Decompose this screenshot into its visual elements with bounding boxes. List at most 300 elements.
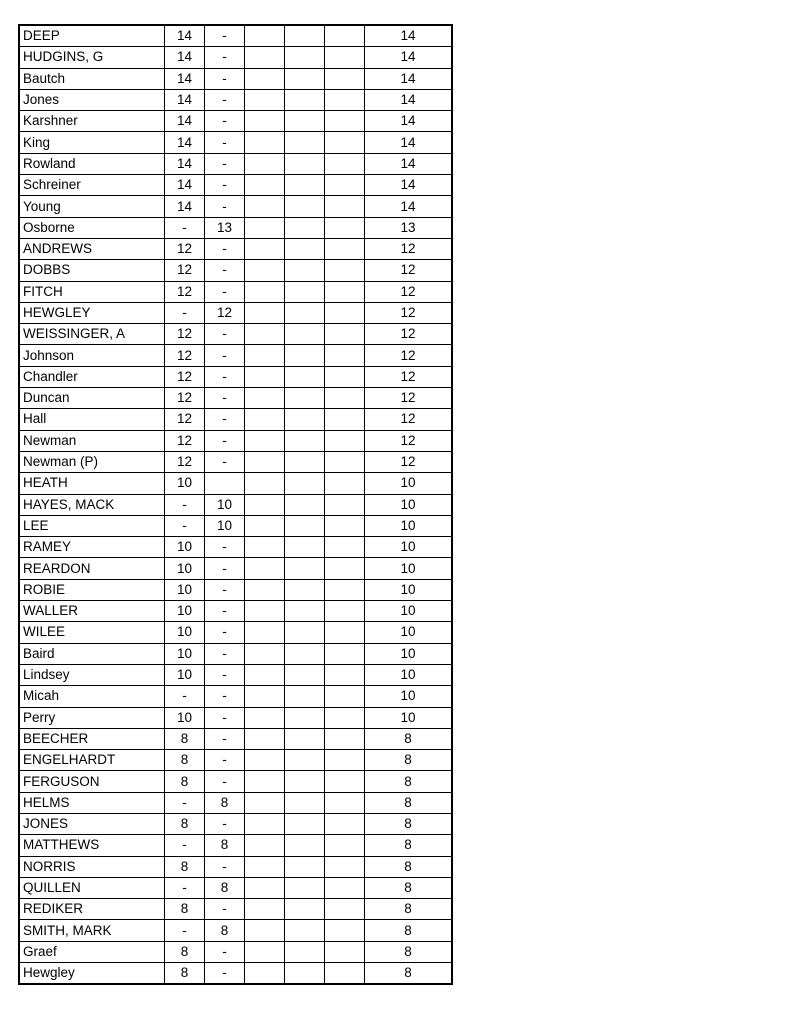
- score-cell-2: -: [205, 622, 245, 643]
- score-cell-5: [325, 664, 365, 685]
- total-cell: 10: [365, 686, 453, 707]
- table-row: [19, 281, 452, 302]
- score-cell-3: [245, 473, 285, 494]
- player-name-cell: BEECHER: [19, 728, 165, 749]
- score-cell-2: -: [205, 25, 245, 47]
- score-cell-4: [285, 643, 325, 664]
- score-cell-2: -: [205, 388, 245, 409]
- total-cell: 14: [365, 25, 453, 47]
- score-cell-5: [325, 260, 365, 281]
- score-cell-3: [245, 281, 285, 302]
- score-cell-4: [285, 366, 325, 387]
- score-cell-2: -: [205, 175, 245, 196]
- score-cell-3: [245, 920, 285, 941]
- score-cell-5: [325, 281, 365, 302]
- table-row: [19, 302, 452, 323]
- score-cell-3: [245, 579, 285, 600]
- score-cell-3: [245, 664, 285, 685]
- player-name-cell: Jones: [19, 89, 165, 110]
- score-cell-2: -: [205, 707, 245, 728]
- score-cell-2: 10: [205, 494, 245, 515]
- score-cell-3: [245, 324, 285, 345]
- score-cell-3: [245, 409, 285, 430]
- score-cell-3: [245, 238, 285, 259]
- total-cell: 10: [365, 579, 453, 600]
- score-cell-4: [285, 153, 325, 174]
- total-cell: 8: [365, 856, 453, 877]
- table-row: [19, 515, 452, 536]
- score-cell-5: [325, 409, 365, 430]
- total-cell: 12: [365, 388, 453, 409]
- score-cell-4: [285, 707, 325, 728]
- score-cell-2: -: [205, 963, 245, 985]
- score-cell-4: [285, 47, 325, 68]
- score-cell-3: [245, 856, 285, 877]
- score-cell-2: -: [205, 345, 245, 366]
- score-cell-5: [325, 601, 365, 622]
- table-row: [19, 664, 452, 685]
- total-cell: 8: [365, 877, 453, 898]
- player-name-cell: REDIKER: [19, 899, 165, 920]
- score-cell-2: [205, 473, 245, 494]
- table-row: [19, 47, 452, 68]
- table-row: [19, 835, 452, 856]
- score-cell-4: [285, 473, 325, 494]
- total-cell: 12: [365, 238, 453, 259]
- score-cell-2: -: [205, 238, 245, 259]
- score-cell-3: [245, 68, 285, 89]
- standings-table: [18, 24, 453, 985]
- score-cell-4: [285, 771, 325, 792]
- total-cell: 14: [365, 47, 453, 68]
- score-cell-1: 12: [165, 281, 205, 302]
- player-name-cell: HAYES, MACK: [19, 494, 165, 515]
- score-cell-2: -: [205, 451, 245, 472]
- table-row: [19, 153, 452, 174]
- score-cell-2: -: [205, 813, 245, 834]
- table-row: [19, 388, 452, 409]
- table-row: [19, 579, 452, 600]
- table-row: [19, 792, 452, 813]
- score-cell-5: [325, 622, 365, 643]
- total-cell: 10: [365, 558, 453, 579]
- score-cell-4: [285, 388, 325, 409]
- table-row: [19, 324, 452, 345]
- player-name-cell: Chandler: [19, 366, 165, 387]
- score-cell-3: [245, 877, 285, 898]
- score-cell-4: [285, 622, 325, 643]
- player-name-cell: Perry: [19, 707, 165, 728]
- score-cell-3: [245, 515, 285, 536]
- score-cell-3: [245, 899, 285, 920]
- score-cell-2: 8: [205, 835, 245, 856]
- total-cell: 10: [365, 664, 453, 685]
- player-name-cell: Graef: [19, 941, 165, 962]
- score-cell-2: -: [205, 430, 245, 451]
- player-name-cell: WILEE: [19, 622, 165, 643]
- score-cell-2: -: [205, 68, 245, 89]
- player-name-cell: FERGUSON: [19, 771, 165, 792]
- score-cell-5: [325, 494, 365, 515]
- score-cell-4: [285, 664, 325, 685]
- player-name-cell: ROBIE: [19, 579, 165, 600]
- score-cell-1: 10: [165, 537, 205, 558]
- score-cell-3: [245, 388, 285, 409]
- score-cell-5: [325, 25, 365, 47]
- score-cell-5: [325, 750, 365, 771]
- total-cell: 8: [365, 941, 453, 962]
- total-cell: 8: [365, 835, 453, 856]
- score-cell-4: [285, 324, 325, 345]
- total-cell: 12: [365, 430, 453, 451]
- score-cell-4: [285, 686, 325, 707]
- score-cell-1: 10: [165, 643, 205, 664]
- score-cell-1: 12: [165, 324, 205, 345]
- total-cell: 10: [365, 537, 453, 558]
- score-cell-4: [285, 196, 325, 217]
- score-cell-1: 8: [165, 899, 205, 920]
- score-cell-4: [285, 89, 325, 110]
- table-row: [19, 25, 452, 47]
- total-cell: 14: [365, 89, 453, 110]
- score-cell-4: [285, 558, 325, 579]
- score-cell-3: [245, 728, 285, 749]
- score-cell-2: -: [205, 89, 245, 110]
- score-cell-2: 8: [205, 920, 245, 941]
- total-cell: 12: [365, 260, 453, 281]
- table-row: [19, 899, 452, 920]
- score-cell-1: -: [165, 686, 205, 707]
- score-cell-3: [245, 451, 285, 472]
- score-cell-1: 8: [165, 813, 205, 834]
- score-cell-3: [245, 366, 285, 387]
- score-cell-3: [245, 537, 285, 558]
- table-row: [19, 217, 452, 238]
- total-cell: 12: [365, 345, 453, 366]
- score-cell-3: [245, 601, 285, 622]
- total-cell: 8: [365, 813, 453, 834]
- score-cell-5: [325, 47, 365, 68]
- player-name-cell: Newman (P): [19, 451, 165, 472]
- score-cell-4: [285, 813, 325, 834]
- score-cell-4: [285, 792, 325, 813]
- score-cell-1: 10: [165, 707, 205, 728]
- score-cell-4: [285, 238, 325, 259]
- score-cell-3: [245, 558, 285, 579]
- score-cell-4: [285, 728, 325, 749]
- score-cell-1: 14: [165, 153, 205, 174]
- score-cell-3: [245, 941, 285, 962]
- score-cell-3: [245, 835, 285, 856]
- score-cell-1: 14: [165, 47, 205, 68]
- score-cell-2: -: [205, 409, 245, 430]
- score-cell-3: [245, 196, 285, 217]
- score-cell-2: -: [205, 941, 245, 962]
- score-cell-5: [325, 302, 365, 323]
- score-cell-3: [245, 643, 285, 664]
- score-cell-2: -: [205, 558, 245, 579]
- score-cell-1: 12: [165, 388, 205, 409]
- score-cell-5: [325, 877, 365, 898]
- score-cell-3: [245, 25, 285, 47]
- table-row: [19, 813, 452, 834]
- player-name-cell: DOBBS: [19, 260, 165, 281]
- total-cell: 14: [365, 68, 453, 89]
- score-cell-1: 14: [165, 111, 205, 132]
- player-name-cell: ENGELHARDT: [19, 750, 165, 771]
- score-cell-4: [285, 111, 325, 132]
- score-cell-5: [325, 728, 365, 749]
- score-cell-4: [285, 494, 325, 515]
- score-cell-1: 14: [165, 175, 205, 196]
- table-row: [19, 856, 452, 877]
- score-cell-1: 8: [165, 941, 205, 962]
- score-cell-4: [285, 281, 325, 302]
- total-cell: 10: [365, 643, 453, 664]
- player-name-cell: SMITH, MARK: [19, 920, 165, 941]
- score-cell-1: 10: [165, 579, 205, 600]
- score-cell-5: [325, 963, 365, 985]
- score-cell-4: [285, 302, 325, 323]
- score-cell-5: [325, 473, 365, 494]
- score-cell-5: [325, 366, 365, 387]
- score-cell-2: 10: [205, 515, 245, 536]
- total-cell: 8: [365, 728, 453, 749]
- score-cell-4: [285, 451, 325, 472]
- score-cell-3: [245, 622, 285, 643]
- score-cell-3: [245, 494, 285, 515]
- table-row: [19, 750, 452, 771]
- score-cell-5: [325, 558, 365, 579]
- player-name-cell: ANDREWS: [19, 238, 165, 259]
- table-row: [19, 686, 452, 707]
- score-cell-1: 14: [165, 132, 205, 153]
- player-name-cell: FITCH: [19, 281, 165, 302]
- table-row: [19, 473, 452, 494]
- score-cell-5: [325, 111, 365, 132]
- score-cell-3: [245, 302, 285, 323]
- score-cell-1: 8: [165, 728, 205, 749]
- score-cell-4: [285, 899, 325, 920]
- score-cell-3: [245, 813, 285, 834]
- score-cell-4: [285, 920, 325, 941]
- score-cell-1: 10: [165, 473, 205, 494]
- score-cell-5: [325, 89, 365, 110]
- score-cell-1: 12: [165, 345, 205, 366]
- score-cell-4: [285, 409, 325, 430]
- score-cell-1: -: [165, 920, 205, 941]
- total-cell: 10: [365, 601, 453, 622]
- score-cell-4: [285, 345, 325, 366]
- score-cell-3: [245, 153, 285, 174]
- player-name-cell: HUDGINS, G: [19, 47, 165, 68]
- score-cell-5: [325, 813, 365, 834]
- table-row: [19, 366, 452, 387]
- total-cell: 10: [365, 707, 453, 728]
- score-cell-5: [325, 238, 365, 259]
- score-cell-3: [245, 89, 285, 110]
- standings-table-body: [19, 25, 452, 984]
- score-cell-2: 12: [205, 302, 245, 323]
- score-cell-4: [285, 941, 325, 962]
- score-cell-3: [245, 260, 285, 281]
- player-name-cell: RAMEY: [19, 537, 165, 558]
- player-name-cell: Karshner: [19, 111, 165, 132]
- score-cell-5: [325, 153, 365, 174]
- table-row: [19, 707, 452, 728]
- score-cell-1: 12: [165, 238, 205, 259]
- score-cell-5: [325, 899, 365, 920]
- player-name-cell: LEE: [19, 515, 165, 536]
- score-cell-1: 10: [165, 558, 205, 579]
- total-cell: 12: [365, 324, 453, 345]
- score-cell-2: -: [205, 579, 245, 600]
- table-row: [19, 260, 452, 281]
- total-cell: 8: [365, 792, 453, 813]
- table-row: [19, 728, 452, 749]
- total-cell: 8: [365, 920, 453, 941]
- score-cell-5: [325, 792, 365, 813]
- table-row: [19, 132, 452, 153]
- score-cell-2: -: [205, 47, 245, 68]
- player-name-cell: Rowland: [19, 153, 165, 174]
- total-cell: 8: [365, 899, 453, 920]
- player-name-cell: WEISSINGER, A: [19, 324, 165, 345]
- total-cell: 10: [365, 473, 453, 494]
- player-name-cell: MATTHEWS: [19, 835, 165, 856]
- score-cell-1: 12: [165, 260, 205, 281]
- total-cell: 12: [365, 281, 453, 302]
- score-cell-5: [325, 217, 365, 238]
- score-cell-5: [325, 579, 365, 600]
- score-cell-4: [285, 132, 325, 153]
- score-cell-2: -: [205, 111, 245, 132]
- score-cell-1: 12: [165, 430, 205, 451]
- score-cell-3: [245, 963, 285, 985]
- score-cell-4: [285, 537, 325, 558]
- score-cell-1: 12: [165, 451, 205, 472]
- total-cell: 10: [365, 622, 453, 643]
- total-cell: 14: [365, 153, 453, 174]
- score-cell-1: 8: [165, 963, 205, 985]
- score-cell-2: -: [205, 537, 245, 558]
- player-name-cell: Osborne: [19, 217, 165, 238]
- score-cell-1: -: [165, 792, 205, 813]
- player-name-cell: Johnson: [19, 345, 165, 366]
- score-cell-2: -: [205, 366, 245, 387]
- score-cell-4: [285, 856, 325, 877]
- score-cell-3: [245, 750, 285, 771]
- score-cell-2: 8: [205, 877, 245, 898]
- score-cell-1: 14: [165, 68, 205, 89]
- table-row: [19, 941, 452, 962]
- total-cell: 8: [365, 750, 453, 771]
- table-row: [19, 877, 452, 898]
- score-cell-3: [245, 707, 285, 728]
- score-cell-1: -: [165, 835, 205, 856]
- score-cell-1: 10: [165, 601, 205, 622]
- score-cell-4: [285, 68, 325, 89]
- player-name-cell: Hewgley: [19, 963, 165, 985]
- table-row: [19, 68, 452, 89]
- score-cell-5: [325, 856, 365, 877]
- score-cell-1: 10: [165, 664, 205, 685]
- table-row: [19, 409, 452, 430]
- total-cell: 12: [365, 451, 453, 472]
- total-cell: 10: [365, 515, 453, 536]
- table-row: [19, 451, 452, 472]
- player-name-cell: QUILLEN: [19, 877, 165, 898]
- score-cell-3: [245, 132, 285, 153]
- table-row: [19, 196, 452, 217]
- score-cell-5: [325, 835, 365, 856]
- score-cell-5: [325, 345, 365, 366]
- player-name-cell: King: [19, 132, 165, 153]
- score-cell-2: -: [205, 324, 245, 345]
- score-cell-1: -: [165, 217, 205, 238]
- score-cell-4: [285, 835, 325, 856]
- player-name-cell: Schreiner: [19, 175, 165, 196]
- score-cell-2: -: [205, 260, 245, 281]
- score-cell-3: [245, 686, 285, 707]
- score-cell-2: -: [205, 281, 245, 302]
- table-row: [19, 558, 452, 579]
- score-cell-3: [245, 430, 285, 451]
- score-cell-2: -: [205, 686, 245, 707]
- score-cell-2: -: [205, 153, 245, 174]
- score-cell-4: [285, 579, 325, 600]
- table-row: [19, 111, 452, 132]
- score-cell-1: 8: [165, 750, 205, 771]
- score-cell-5: [325, 68, 365, 89]
- score-cell-5: [325, 537, 365, 558]
- table-row: [19, 643, 452, 664]
- player-name-cell: HELMS: [19, 792, 165, 813]
- total-cell: 14: [365, 175, 453, 196]
- player-name-cell: HEWGLEY: [19, 302, 165, 323]
- table-row: [19, 963, 452, 985]
- score-cell-3: [245, 345, 285, 366]
- score-cell-4: [285, 750, 325, 771]
- table-row: [19, 345, 452, 366]
- score-cell-4: [285, 25, 325, 47]
- score-cell-3: [245, 771, 285, 792]
- score-cell-4: [285, 430, 325, 451]
- score-cell-5: [325, 324, 365, 345]
- score-cell-5: [325, 686, 365, 707]
- score-cell-2: -: [205, 601, 245, 622]
- score-cell-2: -: [205, 728, 245, 749]
- player-name-cell: WALLER: [19, 601, 165, 622]
- player-name-cell: Duncan: [19, 388, 165, 409]
- score-cell-5: [325, 132, 365, 153]
- score-cell-2: -: [205, 643, 245, 664]
- player-name-cell: HEATH: [19, 473, 165, 494]
- score-cell-3: [245, 111, 285, 132]
- score-cell-1: 14: [165, 25, 205, 47]
- total-cell: 12: [365, 302, 453, 323]
- total-cell: 14: [365, 111, 453, 132]
- score-cell-5: [325, 196, 365, 217]
- table-row: [19, 601, 452, 622]
- score-cell-5: [325, 707, 365, 728]
- score-cell-1: 12: [165, 409, 205, 430]
- score-cell-2: -: [205, 132, 245, 153]
- score-cell-2: -: [205, 196, 245, 217]
- score-cell-3: [245, 217, 285, 238]
- score-cell-1: 12: [165, 366, 205, 387]
- score-cell-2: 8: [205, 792, 245, 813]
